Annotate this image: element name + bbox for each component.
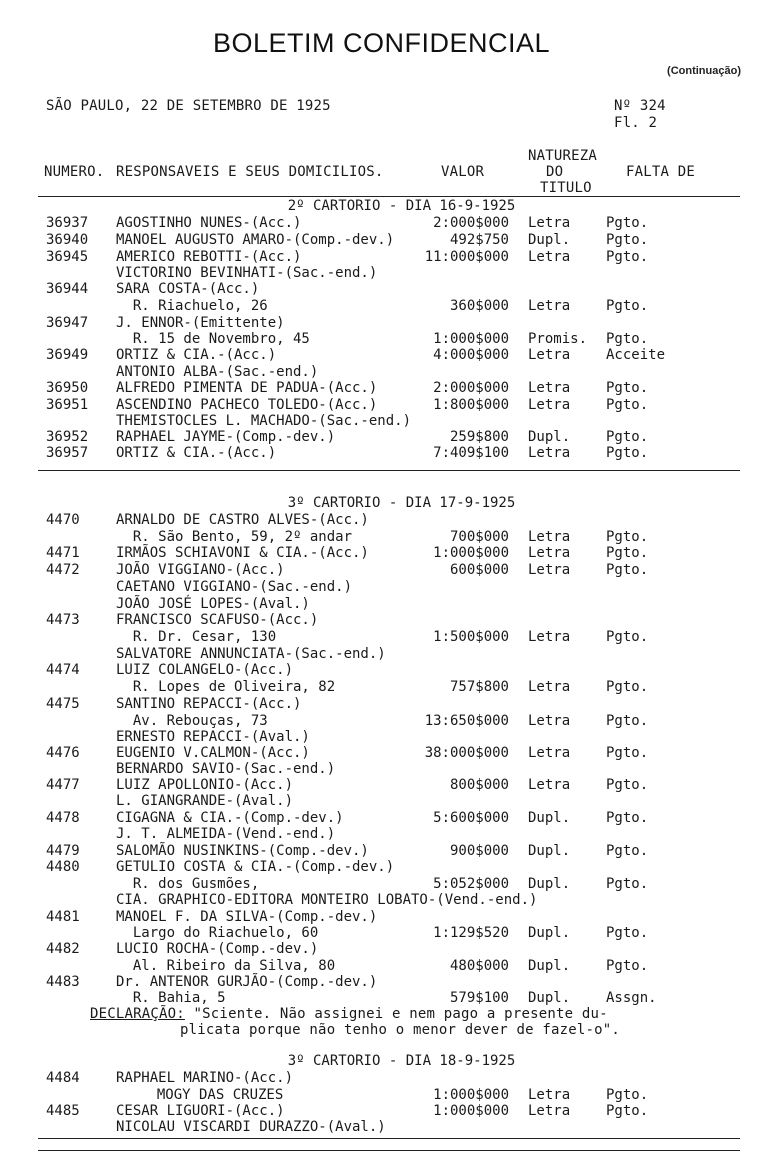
table-row: 4480 GETULIO COSTA & CIA.-(Comp.-dev.) [46, 859, 395, 875]
table-row: 36944 SARA COSTA-(Acc.) [46, 281, 260, 297]
table-row: 4471 IRMÃOS SCHIAVONI & CIA.-(Acc.) 1:000$000 Letra Pgto. [46, 545, 649, 561]
table-row: R. São Bento, 59, 2º andar 700$000 Letra Pgto. [116, 529, 649, 545]
table-row: VICTORINO BEVINHATI-(Sac.-end.) [116, 265, 378, 281]
table-row: R. Lopes de Oliveira, 82 757$800 Letra Pgto. [116, 679, 649, 695]
continuation-label: (Continuação) [667, 65, 741, 77]
table-row: 4470 ARNALDO DE CASTRO ALVES-(Acc.) [46, 512, 369, 528]
table-row: MOGY DAS CRUZES 1:000$000 Letra Pgto. [140, 1087, 649, 1103]
table-row: 4482 LUCIO ROCHA-(Comp.-dev.) [46, 941, 319, 957]
section-rule [38, 470, 740, 471]
place-date: SÃO PAULO, 22 DE SETEMBRO DE 1925 [46, 98, 331, 114]
document-title: BOLETIM CONFIDENCIAL [212, 28, 551, 58]
section-heading: 2º CARTORIO - DIA 16-9-1925 [287, 198, 516, 214]
table-row: 36940 MANOEL AUGUSTO AMARO-(Comp.-dev.) 492$750 Dupl. Pgto. [46, 232, 649, 248]
table-row: CIA. GRAPHICO-EDITORA MONTEIRO LOBATO-(Vend.-end.) [116, 892, 538, 908]
table-row: JOÃO JOSÉ LOPES-(Aval.) [116, 596, 310, 612]
section-heading: 3º CARTORIO - DIA 18-9-1925 [287, 1053, 516, 1069]
header-rule [38, 196, 740, 197]
table-row: 36947 J. ENNOR-(Emittente) [46, 315, 285, 331]
table-row: 4474 LUIZ COLANGELO-(Acc.) [46, 662, 294, 678]
table-row: 4483 Dr. ANTENOR GURJÃO-(Comp.-dev.) [46, 974, 378, 990]
table-row: R. Bahia, 5 579$100 Dupl. Assgn. [116, 990, 657, 1006]
table-row: L. GIANGRANDE-(Aval.) [116, 793, 294, 809]
col-numero: NUMERO. [44, 164, 105, 180]
table-row: SALVATORE ANNUNCIATA-(Sac.-end.) [116, 646, 386, 662]
col-natureza-2: DO [546, 164, 564, 180]
table-row: THEMISTOCLES L. MACHADO-(Sac.-end.) [116, 413, 412, 429]
table-row: BERNARDO SAVIO-(Sac.-end.) [116, 761, 336, 777]
col-falta: FALTA DE [626, 164, 696, 180]
table-row: NICOLAU VISCARDI DURAZZO-(Aval.) [116, 1119, 386, 1135]
table-row: 4476 EUGENIO V.CALMON-(Acc.) 38:000$000 Letra Pgto. [46, 745, 649, 761]
table-row: Av. Rebouças, 73 13:650$000 Letra Pgto. [116, 713, 649, 729]
table-row: 4475 SANTINO REPACCI-(Acc.) [46, 696, 302, 712]
table-row: 4472 JOÃO VIGGIANO-(Acc.) 600$000 Letra Pgto. [46, 562, 649, 578]
table-row: 36950 ALFREDO PIMENTA DE PADUA-(Acc.) 2:000$000 Letra Pgto. [46, 380, 649, 396]
table-row: 4484 RAPHAEL MARINO-(Acc.) [46, 1070, 294, 1086]
section-heading: 3º CARTORIO - DIA 17-9-1925 [287, 495, 516, 511]
table-row: R. 15 de Novembro, 45 1:000$000 Promis. Pgto. [116, 331, 649, 347]
table-row: Largo do Riachuelo, 60 1:129$520 Dupl. Pgto. [116, 925, 649, 941]
table-row: 4479 SALOMÃO NUSINKINS-(Comp.-dev.) 900$000 Dupl. Pgto. [46, 843, 649, 859]
table-row: 36949 ORTIZ & CIA.-(Acc.) 4:000$000 Letra Acceite [46, 347, 666, 363]
table-row: 36937 AGOSTINHO NUNES-(Acc.) 2:000$000 Letra Pgto. [46, 215, 649, 231]
table-row: 36952 RAPHAEL JAYME-(Comp.-dev.) 259$800 Dupl. Pgto. [46, 429, 649, 445]
table-row: Al. Ribeiro da Silva, 80 480$000 Dupl. Pgto. [116, 958, 649, 974]
table-row: 36951 ASCENDINO PACHECO TOLEDO-(Acc.) 1:800$000 Letra Pgto. [46, 397, 649, 413]
declaration-line-1: "Sciente. Não assignei e nem pago a presente du- [184, 1006, 608, 1022]
table-row: 4473 FRANCISCO SCAFUSO-(Acc.) [46, 612, 319, 628]
table-row: R. Dr. Cesar, 130 1:500$000 Letra Pgto. [116, 629, 649, 645]
table-row: 4477 LUIZ APOLLONIO-(Acc.) 800$000 Letra Pgto. [46, 777, 649, 793]
table-row: 36957 ORTIZ & CIA.-(Acc.) 7:409$100 Letra Pgto. [46, 445, 649, 461]
col-natureza-1: NATUREZA [528, 148, 598, 164]
col-natureza-3: TITULO [540, 180, 592, 196]
table-row: ANTONIO ALBA-(Sac.-end.) [116, 364, 319, 380]
bottom-rule-2 [38, 1150, 740, 1151]
sheet-number: Fl. 2 [614, 115, 658, 131]
table-row: ERNESTO REPACCI-(Aval.) [116, 729, 310, 745]
declaration-line-2: plicata porque não tenho o menor dever de fazel-o". [180, 1022, 621, 1038]
declaration-label: DECLARAÇÃO: [90, 1006, 185, 1022]
bulletin-number: Nº 324 [614, 98, 666, 114]
table-row: 4481 MANOEL F. DA SILVA-(Comp.-dev.) [46, 909, 378, 925]
table-row: 4478 CIGAGNA & CIA.-(Comp.-dev.) 5:600$000 Dupl. Pgto. [46, 810, 649, 826]
col-responsaveis: RESPONSAVEIS E SEUS DOMICILIOS. [116, 164, 384, 180]
table-row: R. Riachuelo, 26 360$000 Letra Pgto. [116, 298, 649, 314]
table-row: CAETANO VIGGIANO-(Sac.-end.) [116, 579, 353, 595]
bottom-rule-1 [38, 1138, 740, 1139]
table-row: J. T. ALMEIDA-(Vend.-end.) [116, 826, 336, 842]
table-row: 4485 CESAR LIGUORI-(Acc.) 1:000$000 Letra Pgto. [46, 1103, 649, 1119]
table-row: 36945 AMERICO REBOTTI-(Acc.) 11:000$000 Letra Pgto. [46, 249, 649, 265]
table-row: R. dos Gusmões, 5:052$000 Dupl. Pgto. [116, 876, 649, 892]
col-valor: VALOR [441, 164, 485, 180]
